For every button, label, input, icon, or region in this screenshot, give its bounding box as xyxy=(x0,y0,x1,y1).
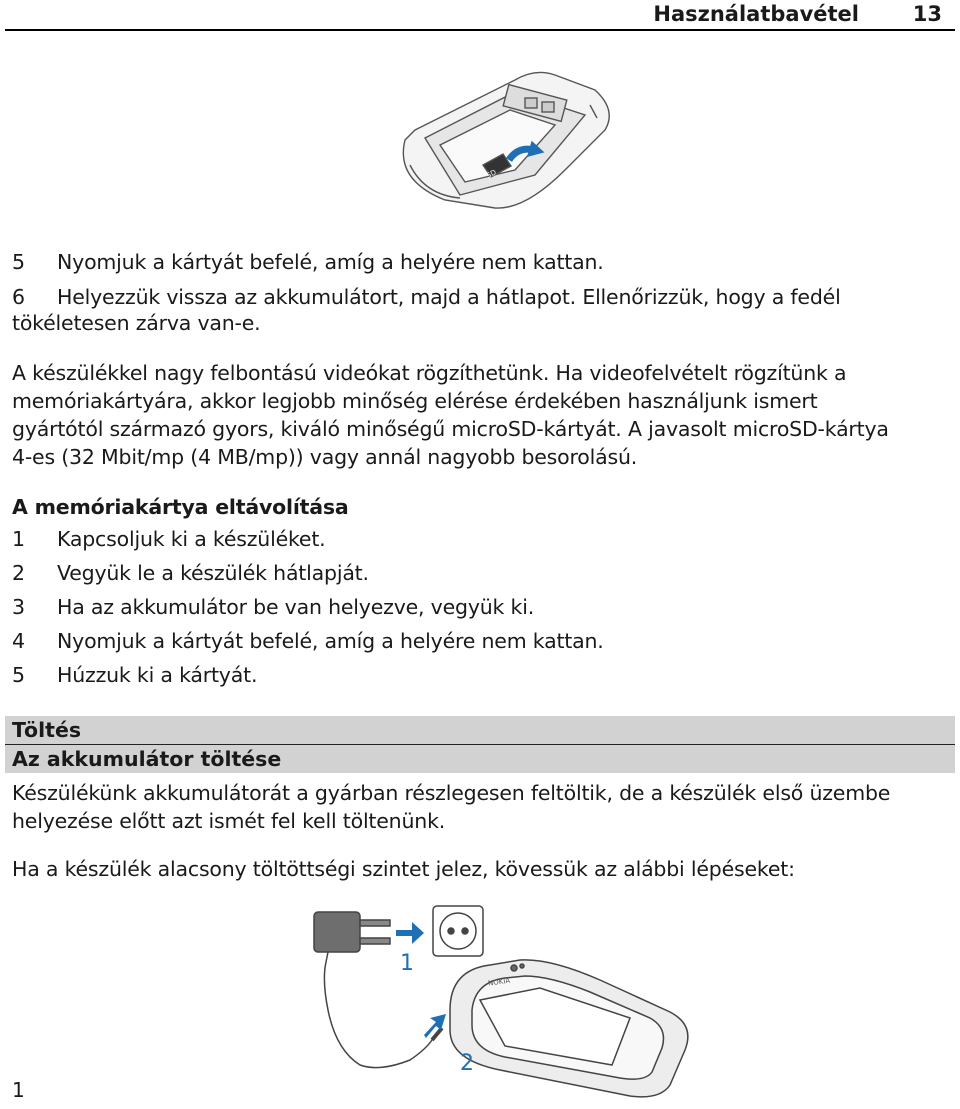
subsection-title: Az akkumulátor töltése xyxy=(12,747,282,771)
removal-step-3: 3 Ha az akkumulátor be van helyezve, vegyük ki. xyxy=(12,595,535,619)
section-title: Töltés xyxy=(12,718,82,742)
subsection-title-band xyxy=(5,745,955,773)
step-1-label: 1 xyxy=(400,951,414,976)
section-title-band xyxy=(5,716,955,744)
step-2-label: 2 xyxy=(460,1051,474,1076)
charging-instruction: Ha a készülék alacsony töltöttségi szintet jelez, kövessük az alábbi lépéseket: xyxy=(12,857,795,881)
removal-step-2: 2 Vegyük le a készülék hátlapját. xyxy=(12,561,369,585)
phone-brand: NOKIA xyxy=(487,976,511,988)
charging-illustration xyxy=(300,900,700,1100)
removal-step-1: 1 Kapcsoljuk ki a készüléket. xyxy=(12,527,326,551)
step-5-insert: 5 Nyomjuk a kártyát befelé, amíg a helyére nem kattan. xyxy=(12,250,604,274)
svg-text:SD: SD xyxy=(485,168,498,180)
video-paragraph-line-3: gyártótól származó gyors, kiváló minőségű microSD-kártyát. A javasolt microSD-kártya xyxy=(12,417,889,441)
step-6-replace: 6 Helyezzük vissza az akkumulátort, majd a hátlapot. Ellenőrizzük, hogy a fedél xyxy=(12,285,841,309)
video-paragraph-line-4: 4-es (32 Mbit/mp (4 MB/mp)) vagy annál nagyobb besorolású. xyxy=(12,445,638,469)
video-paragraph-line-2: memóriakártyára, akkor legjobb minőség elérése érdekében használjunk ismert xyxy=(12,389,818,413)
removal-step-4: 4 Nyomjuk a kártyát befelé, amíg a helyére nem kattan. xyxy=(12,629,604,653)
charging-intro-line-1: Készülékünk akkumulátorát a gyárban részlegesen feltöltik, de a készülék első üzembe xyxy=(12,781,891,805)
removal-heading: A memóriakártya eltávolítása xyxy=(12,495,349,519)
step-6-continuation: tökéletesen zárva van-e. xyxy=(12,311,261,335)
video-paragraph-line-1: A készülékkel nagy felbontású videókat rögzíthetünk. Ha videofelvételt rögzítünk a xyxy=(12,361,847,385)
removal-step-5: 5 Húzzuk ki a kártyát. xyxy=(12,663,258,687)
header-title: Használatbavétel xyxy=(653,2,859,26)
charging-intro-line-2: helyezése előtt azt ismét fel kell töltenünk. xyxy=(12,809,446,833)
figure-step-number: 1 xyxy=(12,1078,25,1102)
page-number: 13 xyxy=(912,2,942,26)
memory-card-illustration xyxy=(385,70,620,215)
page-header xyxy=(5,0,955,31)
